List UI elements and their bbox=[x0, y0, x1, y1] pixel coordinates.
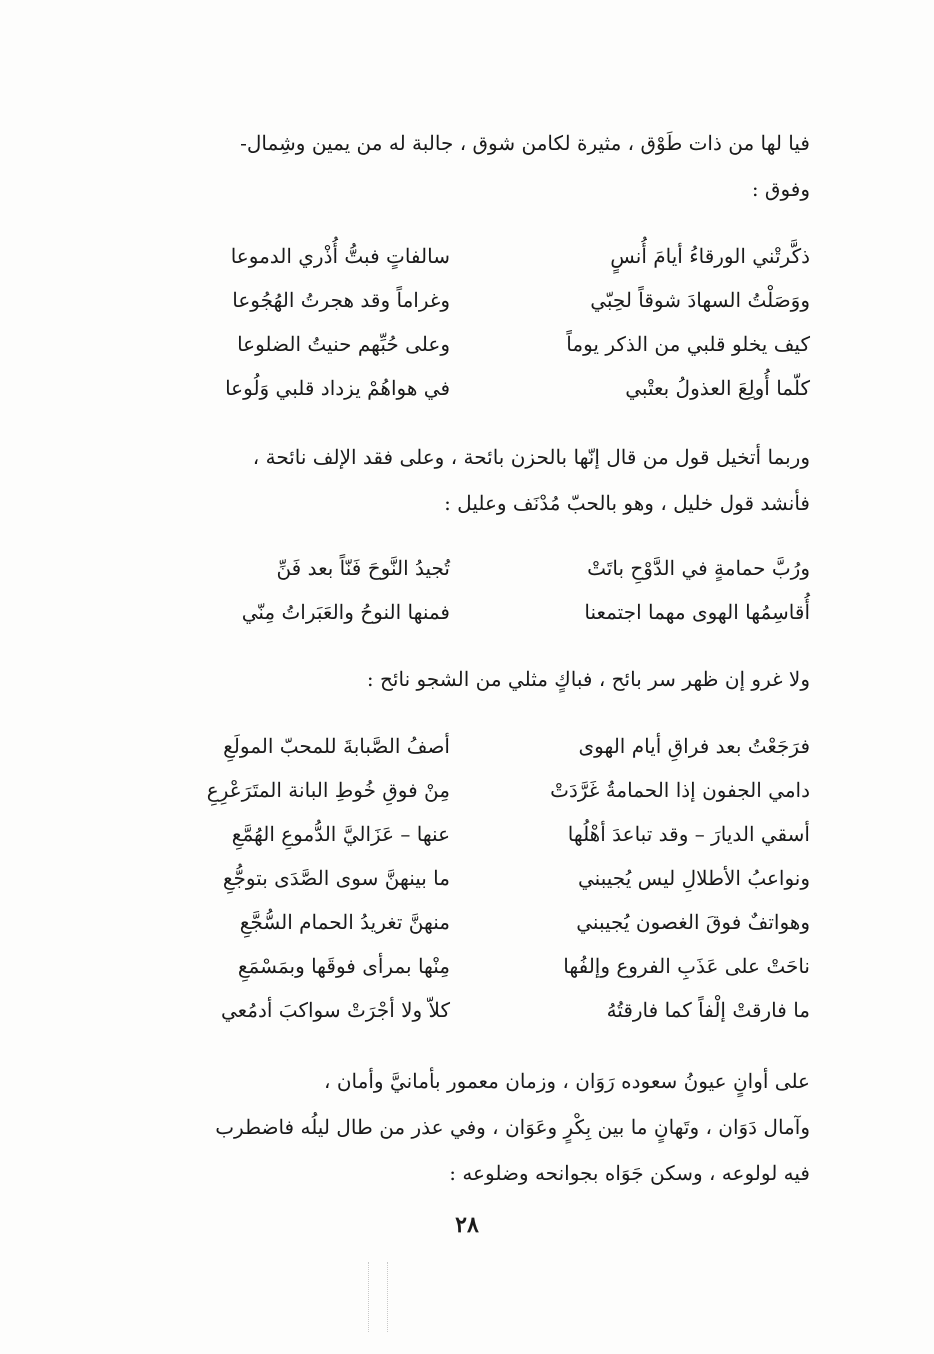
second-hemistich: منهنَّ تغريدُ الحمام السُّجَّعِ bbox=[239, 910, 450, 934]
poem-3 bbox=[140, 724, 810, 1032]
first-hemistich: ناحَتْ على عَذَبِ الفروع وإلفُها bbox=[563, 954, 810, 978]
page-crease-mark bbox=[368, 1262, 388, 1332]
verse-line bbox=[140, 366, 810, 410]
text-line: فأنشد قول خليل ، وهو بالحبّ مُدْنَف وعليل : bbox=[444, 491, 810, 515]
text-line: وآمال دَوَان ، وتَهانٍ ما بين بِكْرٍ وعَوَان ، وفي عذر من طال ليلُه فاضطرب bbox=[215, 1115, 810, 1139]
second-hemistich: مِنْها بمرأى فوقَها وبمَسْمَعِ bbox=[237, 954, 450, 978]
second-hemistich: عنها – عَزَاليَّ الدُّموعِ الهُمَّعِ bbox=[231, 822, 450, 846]
verse-line bbox=[140, 278, 810, 322]
paragraph-2 bbox=[110, 434, 810, 526]
poem-1 bbox=[140, 234, 810, 410]
page-number: ٢٨ bbox=[455, 1212, 479, 1238]
first-hemistich: أسقي الديارَ – وقد تباعدَ أهْلُها bbox=[567, 822, 810, 846]
text-line: وفوق : bbox=[751, 177, 810, 201]
second-hemistich: فمنها النوحُ والعَبَراتُ مِنّي bbox=[241, 600, 450, 624]
text-line: على أوانٍ عيونُ سعوده رَوَان ، وزمان معمور بأمانيَّ وأمان ، bbox=[324, 1069, 810, 1093]
verse-line bbox=[140, 988, 810, 1032]
verse-line bbox=[140, 768, 810, 812]
first-hemistich: ورُبَّ حمامةٍ في الدَّوْحِ باتَتْ bbox=[587, 556, 810, 580]
verse-line bbox=[140, 546, 810, 590]
verse-line bbox=[140, 812, 810, 856]
paragraph-4 bbox=[110, 1058, 810, 1196]
verse-line bbox=[140, 590, 810, 634]
text-line: وربما أتخيل قول من قال إنّها بالحزن بائحة ، وعلى فقد الإلف نائحة ، bbox=[252, 445, 810, 469]
second-hemistich: ما بينهنَّ سوى الصَّدَى بتوجُّعِ bbox=[222, 866, 450, 890]
second-hemistich: سالفاتٍ فبتُّ أُذْري الدموعا bbox=[230, 244, 450, 268]
verse-line bbox=[140, 234, 810, 278]
text-line: ولا غرو إن ظهر سر بائح ، فباكٍ مثلي من الشجو نائح : bbox=[366, 667, 810, 691]
verse-line bbox=[140, 856, 810, 900]
verse-line bbox=[140, 900, 810, 944]
verse-line bbox=[140, 322, 810, 366]
first-hemistich: أُقاسِمُها الهوى مهما اجتمعنا bbox=[584, 600, 810, 624]
paragraph-1 bbox=[110, 120, 810, 212]
second-hemistich: تُجيدُ النَّوحَ فَنّاً بعد فَنِّ bbox=[276, 556, 450, 580]
first-hemistich: ووَصَلْتُ السهادَ شوقاً لحِبّي bbox=[590, 288, 810, 312]
second-hemistich: وغراماً وقد هجرتُ الهُجُوعا bbox=[232, 288, 450, 312]
verse-line bbox=[140, 724, 810, 768]
second-hemistich: مِنْ فوقِ خُوطِ البانة المتَرَعْرِعِ bbox=[206, 778, 450, 802]
text-line: فيه لولوعه ، وسكن جَوَاه بجوانحه وضلوعه : bbox=[449, 1161, 810, 1185]
poem-2 bbox=[140, 546, 810, 634]
first-hemistich: ذكَّرتْني الورقاءُ أيامَ أُنسٍ bbox=[610, 244, 810, 268]
paragraph-3 bbox=[110, 656, 810, 702]
second-hemistich: كلاّ ولا أجْرَتْ سواكبَ أدمُعي bbox=[220, 998, 450, 1022]
first-hemistich: ما فارقتْ إلْفاً كما فارقتُهُ bbox=[606, 998, 810, 1022]
verse-line bbox=[140, 944, 810, 988]
first-hemistich: كيف يخلو قلبي من الذكر يوماً bbox=[566, 332, 810, 356]
second-hemistich: في هواهُمْ يزداد قلبي وَلُوعا bbox=[225, 376, 450, 400]
first-hemistich: وهواتفٌ فوقَ الغصون يُجيبني bbox=[576, 910, 810, 934]
first-hemistich: دامي الجفون إذا الحمامةُ غَرَّدَتْ bbox=[550, 778, 810, 802]
second-hemistich: وعلى حُبِّهم حنيتُ الضلوعا bbox=[237, 332, 450, 356]
first-hemistich: فرَجَعْتُ بعد فراقِ أيام الهوى bbox=[578, 734, 810, 758]
first-hemistich: ونواعبُ الأطلالِ ليس يُجيبني bbox=[578, 866, 810, 890]
second-hemistich: أصفُ الصَّبابةَ للمحبّ المولَعِ bbox=[223, 734, 450, 758]
first-hemistich: كلّما أُولِعَ العذولُ بعتْبي bbox=[625, 376, 810, 400]
text-line: فيا لها من ذات طَوْق ، مثيرة لكامن شوق ، جالبة له من يمين وشِمال- bbox=[240, 131, 810, 155]
